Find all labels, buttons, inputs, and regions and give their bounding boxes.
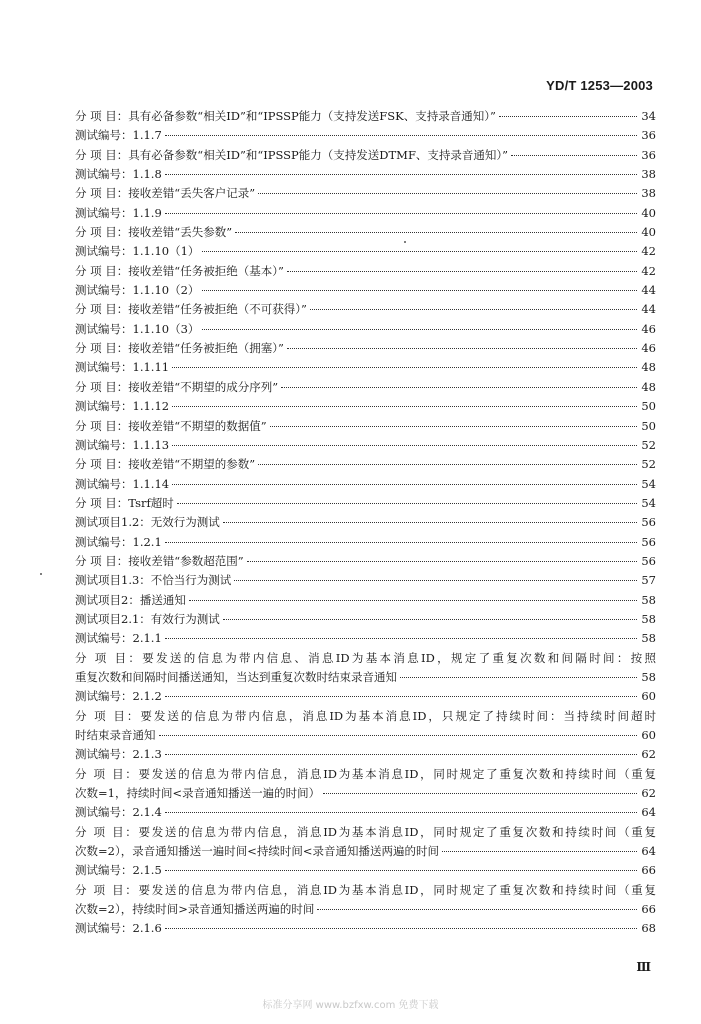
dot-leader	[258, 464, 637, 465]
toc-entry[interactable]	[75, 126, 656, 145]
toc-entry-page: 58	[641, 611, 656, 626]
toc-entry-line	[75, 842, 656, 861]
toc-entry-title: 测试编号：1.1.7	[75, 128, 162, 143]
toc-entry[interactable]	[75, 455, 656, 474]
toc-entry[interactable]	[75, 494, 656, 513]
toc-entry-title: 重复次数和间隔时间播送通知，当达到重复次数时结束录音通知	[75, 669, 397, 684]
toc-entry-page: 48	[641, 360, 656, 375]
toc-entry[interactable]	[75, 107, 656, 126]
toc-entry-page: 44	[641, 283, 656, 298]
toc-entry-line	[75, 146, 656, 165]
toc-entry-line	[75, 262, 656, 281]
toc-entry-title: 测试编号：2.1.2	[75, 689, 162, 704]
toc-entry-line	[75, 687, 656, 706]
toc-entry-page: 50	[641, 418, 656, 433]
toc-entry-line	[75, 223, 656, 242]
toc-entry[interactable]	[75, 649, 656, 688]
toc-entry-title: 分 项 目：具有必备参数“相关ID”和“IPSSP能力（支持发送DTMF、支持录音通知）”	[75, 147, 509, 162]
toc-entry[interactable]	[75, 184, 656, 203]
toc-entry-page: 58	[641, 592, 656, 607]
toc-entry-line	[75, 803, 656, 822]
page-number: Ⅲ	[636, 960, 651, 974]
toc-entry[interactable]	[75, 533, 656, 552]
toc-entry[interactable]	[75, 204, 656, 223]
dot-leader	[234, 580, 637, 581]
toc-entry[interactable]	[75, 300, 656, 319]
toc-entry[interactable]	[75, 881, 656, 920]
toc-entry-page: 54	[641, 476, 656, 491]
scan-speck	[404, 241, 406, 243]
toc-entry-line	[75, 591, 656, 610]
dot-leader	[165, 213, 637, 214]
toc-entry-title: 测试编号：1.1.9	[75, 205, 162, 220]
toc-entry-line	[75, 281, 656, 300]
toc-entry-page: 34	[641, 109, 656, 123]
dot-leader	[202, 251, 637, 252]
toc-entry[interactable]	[75, 552, 656, 571]
toc-entry-page: 66	[641, 863, 656, 878]
toc-entry-title: 测试编号：1.1.13	[75, 437, 170, 452]
toc-entry[interactable]	[75, 378, 656, 397]
toc-entry-page: 50	[641, 399, 656, 414]
dot-leader	[310, 309, 637, 310]
toc-entry-page: 64	[641, 805, 656, 820]
toc-entry-title: 测试编号：1.1.12	[75, 399, 170, 414]
toc-entry[interactable]	[75, 919, 656, 938]
toc-entry-page: 40	[641, 225, 656, 240]
dot-leader	[165, 696, 637, 697]
dot-leader	[281, 387, 637, 388]
toc-entry[interactable]	[75, 339, 656, 358]
toc-entry[interactable]	[75, 417, 656, 436]
toc-entry-title: 次数=2），持续时间>录音通知播送两遍的时间	[75, 902, 315, 917]
dot-leader	[287, 348, 637, 349]
toc-entry-line	[75, 552, 656, 571]
dot-leader	[247, 561, 637, 562]
toc-entry[interactable]	[75, 397, 656, 416]
toc-entry[interactable]	[75, 262, 656, 281]
toc-entry-title-line: 分 项 目：要发送的信息为带内信息，消息ID为基本消息ID，同时规定了重复次数和持续时间（重复	[75, 766, 656, 781]
toc-entry[interactable]	[75, 823, 656, 862]
toc-entry-title: 分 项 目：接收差错“不期望的成分序列”	[75, 379, 279, 394]
toc-entry-page: 64	[641, 844, 656, 859]
toc-entry[interactable]	[75, 358, 656, 377]
toc-entry-line	[75, 184, 656, 203]
toc-entry-page: 46	[641, 321, 656, 336]
dot-leader	[270, 426, 637, 427]
dot-leader	[172, 367, 637, 368]
toc-entry-title: 分 项 目：接收差错“不期望的数据值”	[75, 418, 267, 433]
toc-entry-line	[75, 320, 656, 339]
toc-entry-title: 时结束录音通知	[75, 728, 156, 742]
toc-entry[interactable]	[75, 242, 656, 261]
toc-entry-line	[75, 204, 656, 223]
toc-entry[interactable]	[75, 223, 656, 242]
dot-leader	[202, 329, 637, 330]
toc-entry[interactable]	[75, 146, 656, 165]
toc-entry-page: 58	[641, 669, 656, 684]
toc-entry-line	[75, 919, 656, 938]
toc-entry[interactable]	[75, 707, 656, 746]
toc-entry[interactable]	[75, 281, 656, 300]
toc-entry-title: 分 项 目：接收差错“丢失参数”	[75, 225, 233, 240]
toc-entry-page: 52	[641, 437, 656, 452]
toc-entry[interactable]	[75, 745, 656, 764]
toc-entry[interactable]	[75, 165, 656, 184]
toc-entry-page: 54	[641, 495, 656, 510]
dot-leader	[165, 870, 637, 871]
toc-entry[interactable]	[75, 436, 656, 455]
table-of-contents	[75, 107, 656, 939]
toc-entry-title: 测试编号：2.1.1	[75, 631, 162, 646]
toc-entry-title: 次数=2），录音通知播送一遍时间<持续时间<录音通知播送两遍的时间	[75, 844, 439, 859]
toc-entry-line	[75, 513, 656, 532]
dot-leader	[165, 542, 637, 543]
dot-leader	[223, 522, 637, 523]
toc-entry-line	[75, 668, 656, 687]
toc-entry-page: 62	[641, 747, 656, 762]
toc-entry-line	[75, 107, 656, 126]
toc-entry-title: 测试编号：2.1.4	[75, 805, 162, 820]
dot-leader	[511, 155, 637, 156]
toc-entry-title: 分 项 目：接收差错“不期望的参数”	[75, 457, 256, 472]
toc-entry-line	[75, 784, 656, 803]
toc-entry-page: 38	[641, 167, 656, 182]
toc-entry-title: 测试编号：1.1.10（2）	[75, 283, 200, 298]
toc-entry-page: 60	[641, 689, 656, 704]
toc-entry-page: 66	[641, 902, 656, 917]
dot-leader	[317, 909, 637, 910]
toc-entry-title: 测试编号：2.1.3	[75, 747, 162, 762]
dot-leader	[165, 812, 637, 813]
toc-entry-title: 测试编号：1.1.8	[75, 167, 162, 182]
toc-entry-line	[75, 475, 656, 494]
toc-entry-title: 次数=1，持续时间<录音通知播送一遍的时间）	[75, 786, 321, 801]
dot-leader	[165, 174, 637, 175]
dot-leader	[165, 754, 637, 755]
toc-entry-page: 38	[641, 186, 656, 201]
dot-leader	[172, 445, 637, 446]
dot-leader	[189, 600, 637, 601]
toc-entry-page: 56	[641, 515, 656, 530]
toc-entry-page: 68	[641, 921, 656, 936]
toc-entry[interactable]	[75, 513, 656, 532]
toc-entry-line	[75, 494, 656, 513]
toc-entry-title: 分 项 目：接收差错“任务被拒绝（基本）”	[75, 263, 284, 278]
toc-entry-line	[75, 165, 656, 184]
toc-entry-line	[75, 726, 656, 745]
toc-entry-line	[75, 900, 656, 919]
toc-entry-title: 测试项目1.3：不恰当行为测试	[75, 573, 232, 588]
toc-entry[interactable]	[75, 475, 656, 494]
dot-leader	[258, 193, 637, 194]
toc-entry-line	[75, 397, 656, 416]
toc-entry-title: 测试项目2：播送通知	[75, 592, 186, 607]
toc-entry-page: 36	[641, 147, 656, 162]
dot-leader	[499, 116, 637, 117]
toc-entry-page: 42	[641, 263, 656, 278]
toc-entry-title-line: 分 项 目：要发送的信息为带内信息，消息ID为基本消息ID，只规定了持续时间：当持续时间超时	[75, 708, 656, 723]
toc-entry-line	[75, 339, 656, 358]
toc-entry-title: 测试编号：1.2.1	[75, 534, 162, 549]
toc-entry-title: 分 项 目：接收差错“任务被拒绝（不可获得）”	[75, 302, 307, 317]
toc-entry[interactable]	[75, 571, 656, 590]
toc-entry-page: 48	[641, 379, 656, 394]
dot-leader	[400, 677, 637, 678]
toc-entry-page: 56	[641, 553, 656, 568]
toc-entry-title: 分 项 目：接收差错“参数超范围”	[75, 553, 244, 568]
toc-entry[interactable]	[75, 591, 656, 610]
toc-entry[interactable]	[75, 320, 656, 339]
toc-entry-title: 测试编号：1.1.10（1）	[75, 244, 200, 259]
toc-entry-line	[75, 242, 656, 261]
scan-speck	[40, 573, 42, 575]
toc-entry-title-line: 分 项 目：要发送的信息为带内信息、消息ID为基本消息ID，规定了重复次数和间隔时间：按照	[75, 650, 656, 665]
toc-entry-title: 测试项目2.1：有效行为测试	[75, 611, 220, 626]
dot-leader	[442, 851, 637, 852]
toc-entry-page: 58	[641, 631, 656, 646]
toc-entry-line	[75, 436, 656, 455]
toc-entry-line	[75, 126, 656, 145]
toc-entry-page: 56	[641, 534, 656, 549]
toc-entry-page: 62	[641, 786, 656, 801]
dot-leader	[165, 135, 637, 136]
dot-leader	[287, 271, 637, 272]
toc-entry-line	[75, 378, 656, 397]
toc-entry-page: 60	[641, 728, 656, 742]
toc-entry-title: 分 项 目：具有必备参数“相关ID”和“IPSSP能力（支持发送FSK、支持录音通知）”	[75, 109, 496, 123]
toc-entry-line	[75, 629, 656, 648]
toc-entry-title: 测试编号：2.1.5	[75, 863, 162, 878]
toc-entry[interactable]	[75, 610, 656, 629]
toc-entry[interactable]	[75, 861, 656, 880]
toc-entry-line	[75, 358, 656, 377]
toc-entry-page: 46	[641, 341, 656, 356]
toc-entry-title-line: 分 项 目：要发送的信息为带内信息，消息ID为基本消息ID，同时规定了重复次数和持续时间（重复	[75, 824, 656, 839]
toc-entry-page: 52	[641, 457, 656, 472]
dot-leader	[165, 928, 637, 929]
toc-entry-line	[75, 455, 656, 474]
dot-leader	[223, 619, 637, 620]
toc-entry-title: 测试项目1.2：无效行为测试	[75, 515, 220, 530]
toc-entry-title: 测试编号：1.1.14	[75, 476, 170, 491]
toc-entry-title: 分 项 目：接收差错“丢失客户记录”	[75, 186, 256, 201]
toc-entry-line	[75, 610, 656, 629]
toc-entry[interactable]	[75, 629, 656, 648]
toc-entry-title: 分 项 目：Tsrf超时	[75, 495, 174, 510]
toc-entry-line	[75, 745, 656, 764]
toc-entry-title: 测试编号：2.1.6	[75, 921, 162, 936]
toc-entry-page: 57	[641, 573, 656, 588]
toc-entry-page: 40	[641, 205, 656, 220]
dot-leader	[235, 232, 637, 233]
dot-leader	[172, 406, 637, 407]
toc-entry[interactable]	[75, 803, 656, 822]
toc-entry-title: 分 项 目：接收差错“任务被拒绝（拥塞）”	[75, 341, 284, 356]
toc-entry-page: 36	[641, 128, 656, 143]
standard-code: YD/T 1253—2003	[546, 78, 653, 93]
toc-entry[interactable]	[75, 687, 656, 706]
dot-leader	[159, 735, 638, 736]
dot-leader	[165, 638, 637, 639]
watermark: 标准分享网 www.bzfxw.com 免费下载	[262, 1000, 439, 1011]
toc-entry-line	[75, 417, 656, 436]
toc-entry-line	[75, 861, 656, 880]
dot-leader	[323, 793, 637, 794]
toc-entry-line	[75, 571, 656, 590]
toc-entry[interactable]	[75, 765, 656, 804]
toc-entry-page: 44	[641, 302, 656, 317]
toc-entry-line	[75, 533, 656, 552]
toc-entry-title: 测试编号：1.1.11	[75, 360, 170, 375]
dot-leader	[202, 290, 637, 291]
toc-entry-title: 测试编号：1.1.10（3）	[75, 321, 200, 336]
toc-entry-title-line: 分 项 目：要发送的信息为带内信息，消息ID为基本消息ID，同时规定了重复次数和持续时间（重复	[75, 882, 656, 897]
dot-leader	[177, 503, 637, 504]
dot-leader	[172, 484, 637, 485]
toc-entry-page: 42	[641, 244, 656, 259]
toc-entry-line	[75, 300, 656, 319]
